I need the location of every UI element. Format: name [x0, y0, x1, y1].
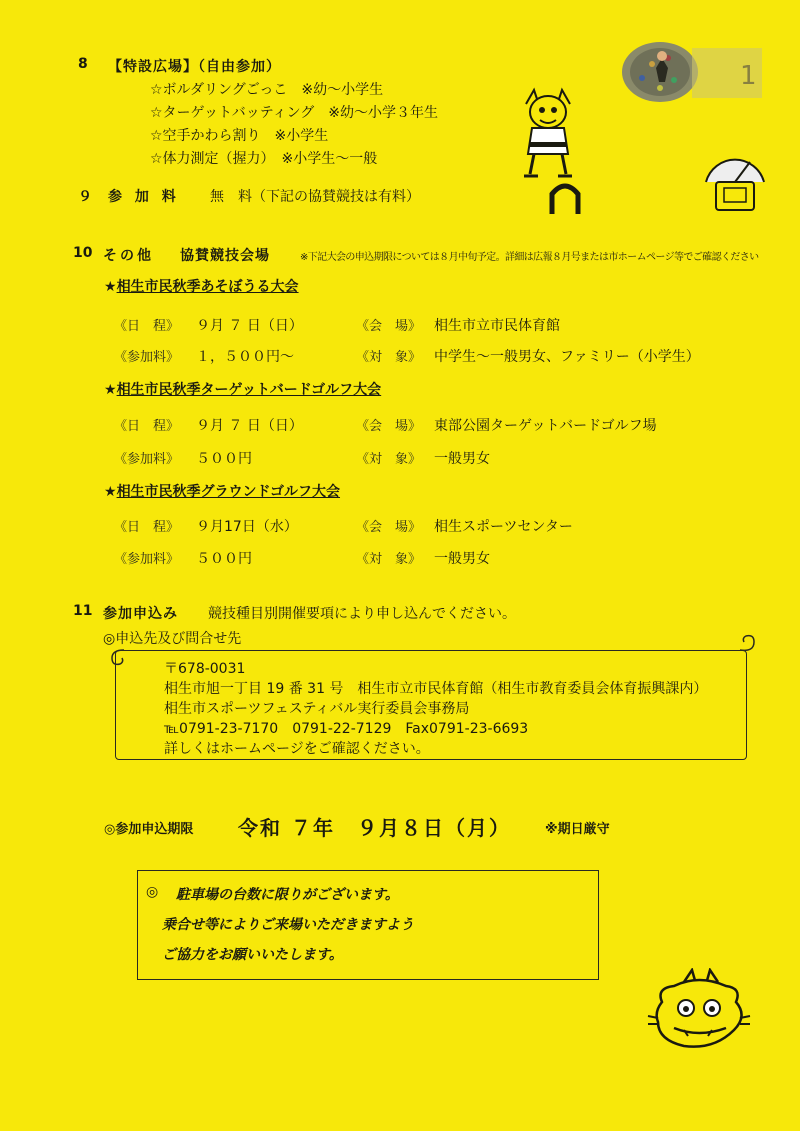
- section-10-title: その他: [103, 248, 154, 264]
- section-10-subtitle: 協賛競技会場: [180, 248, 270, 264]
- section-8-item: ☆体力測定（握力） ※小学生〜一般: [150, 151, 378, 167]
- notice-line: ご協力をお願いいたします。: [162, 947, 343, 963]
- event-venue: 相生スポーツセンター: [434, 519, 573, 535]
- section-8-item: ☆ボルダリングごっこ ※幼〜小学生: [150, 82, 384, 98]
- section-11-text: 競技種目別開催要項により申し込んでください。: [208, 606, 516, 622]
- ogre-face-mascot-icon: [644, 968, 754, 1058]
- ogre-karate-mascot-icon: [516, 84, 580, 180]
- contact-heading: ◎申込先及び問合せ先: [103, 631, 242, 647]
- section-8-number: 8: [78, 56, 88, 72]
- contact-line: 相生市スポーツフェスティバル実行委員会事務局: [164, 701, 470, 717]
- event-title: [104, 481, 340, 501]
- event-fee: ５００円: [196, 551, 252, 567]
- section-9-text: 無 料（下記の協賛競技は有料）: [210, 189, 420, 205]
- deadline-date: 令和 ７年 ９月８日（月）: [238, 816, 511, 840]
- contact-line: 詳しくはホームページをご確認ください。: [164, 741, 430, 757]
- event-title: [104, 379, 381, 399]
- event-fee-label: 《参加料》: [114, 452, 180, 467]
- section-9-number: ９: [78, 189, 92, 205]
- event-venue-label: 《会 場》: [356, 319, 422, 334]
- event-name: 相生市民秋季グラウンドゴルフ大会: [116, 484, 341, 500]
- event-date: ９月 ７ 日（日）: [196, 318, 303, 334]
- section-10-number: 10: [73, 245, 93, 261]
- event-fee-label: 《参加料》: [114, 552, 180, 567]
- climbing-photo-illustration: [612, 34, 762, 110]
- event-date: ９月17日（水）: [196, 519, 298, 535]
- grip-dynamometer-icon: [700, 146, 770, 218]
- event-target: 一般男女: [434, 451, 490, 467]
- event-venue-label: 《会 場》: [356, 520, 422, 535]
- event-target-label: 《対 象》: [356, 350, 422, 365]
- deadline-note: ※期日厳守: [545, 822, 610, 837]
- event-date-label: 《日 程》: [114, 319, 180, 334]
- deadline-label: ◎参加申込期限: [104, 822, 194, 837]
- section-8-title: 【特設広場】（自由参加）: [108, 59, 281, 75]
- event-target: 中学生〜一般男女、ファミリー（小学生）: [434, 349, 700, 365]
- event-date: ９月 ７ 日（日）: [196, 418, 303, 434]
- scroll-curl-right-icon: [736, 632, 758, 662]
- section-11-number: 11: [73, 603, 93, 619]
- section-8-item: ☆空手かわら割り ※小学生: [150, 128, 329, 144]
- arch-icon: [548, 180, 582, 216]
- event-venue: 相生市立市民体育館: [434, 318, 560, 334]
- section-8-item: ☆ターゲットバッティング ※幼〜小学３年生: [150, 105, 439, 121]
- event-fee: １，５００円〜: [196, 349, 294, 365]
- event-date-label: 《日 程》: [114, 520, 180, 535]
- event-target: 一般男女: [434, 551, 490, 567]
- event-name: 相生市民秋季あそぼうる大会: [116, 279, 299, 295]
- event-target-label: 《対 象》: [356, 452, 422, 467]
- contact-line: ℡0791-23-7170 0791-22-7129 Fax0791-23-6693: [164, 721, 529, 737]
- notice-mark: ◎: [146, 884, 159, 900]
- svg-text:1: 1: [740, 61, 757, 91]
- event-venue: 東部公園ターゲットバードゴルフ場: [434, 418, 657, 434]
- scroll-curl-left-icon: [108, 642, 128, 672]
- star-icon: ★: [104, 279, 117, 295]
- event-date-label: 《日 程》: [114, 419, 180, 434]
- event-target-label: 《対 象》: [356, 552, 422, 567]
- section-9-title: 参 加 料: [108, 189, 180, 205]
- notice-line: 乗合せ等によりご来場いただきますよう: [162, 917, 414, 933]
- event-venue-label: 《会 場》: [356, 419, 422, 434]
- event-fee: ５００円: [196, 451, 252, 467]
- event-name: 相生市民秋季ターゲットバードゴルフ大会: [116, 382, 382, 398]
- star-icon: ★: [104, 484, 117, 500]
- event-fee-label: 《参加料》: [114, 350, 180, 365]
- contact-line: 〒678-0031: [164, 661, 246, 677]
- section-10-note: ※下記大会の申込期限については８月中旬予定。詳細は広報８月号または市ホームページ等でご確認ください: [300, 252, 759, 263]
- section-11-title: 参加申込み: [103, 606, 178, 622]
- notice-line: 駐車場の台数に限りがございます。: [176, 887, 399, 903]
- contact-line: 相生市旭一丁目 19 番 31 号 相生市立市民体育館（相生市教育委員会体育振興課内）: [164, 681, 708, 697]
- star-icon: ★: [104, 382, 117, 398]
- event-title: [104, 276, 299, 296]
